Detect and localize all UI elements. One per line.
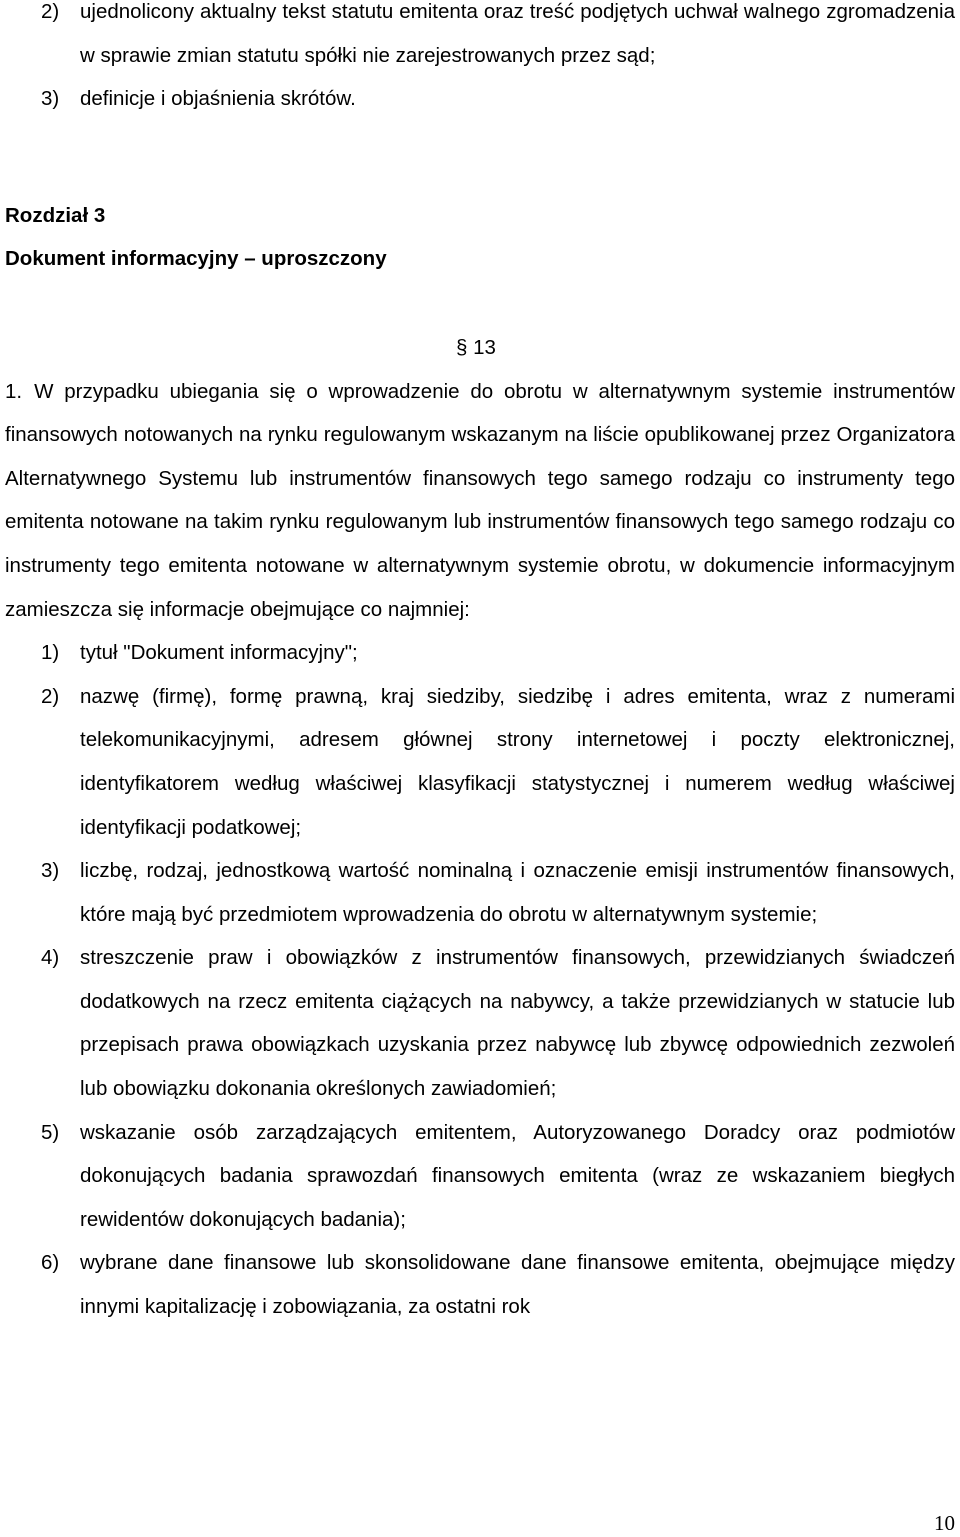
chapter-number: Rozdział 3	[5, 203, 106, 227]
list-item	[5, 631, 955, 675]
list-item-text: streszczenie praw i obowiązków z instrumentów finansowych, przewidzianych świadczeń dodatkowych na rzecz emitenta ciążących na nabywcy, a także przewidzianych w statucie lub przepisach prawa obowiązkach uzyskania przez nabywcę lub zbywcę odpowiednich zezwoleń lub obowiązku dokonania określonych zawiadomień;	[80, 946, 955, 1101]
chapter-title: Dokument informacyjny – uproszczony	[5, 247, 387, 271]
list-item	[5, 77, 955, 121]
list-item-number: 3)	[41, 87, 60, 111]
list-item-text: definicje i objaśnienia skrótów.	[80, 87, 356, 111]
paragraph-text: W przypadku ubiegania się o wprowadzenie do obrotu w alternatywnym systemie instrumentów finansowych notowanych na rynku regulowanym wskazanym na liście opublikowanej przez Organizatora Alternatywnego Systemu lub instrumentów finansowych tego samego rodzaju co instrumenty tego emitenta notowane na takim rynku regulowanym lub instrumentów finansowych tego samego rodzaju co instrumenty tego emitenta notowane w alternatywnym systemie obrotu, w dokumencie informacyjnym zamieszcza się informacje obejmujące co najmniej:	[5, 379, 955, 621]
list-item	[5, 1241, 955, 1328]
list-item-text: ujednolicony aktualny tekst statutu emitenta oraz treść podjętych uchwał walnego zgromadzenia w sprawie zmian statutu spółki nie zarejestrowanych przez sąd;	[80, 0, 955, 67]
list-item	[5, 849, 955, 936]
paragraph-number: 1.	[5, 379, 23, 403]
item-list	[5, 631, 955, 1329]
list-item-number: 1)	[41, 641, 60, 665]
list-item-number: 4)	[41, 946, 60, 970]
document-page	[5, 0, 955, 1329]
list-item-number: 2)	[41, 0, 60, 23]
page-number: 10	[934, 1511, 955, 1535]
list-item-text: wskazanie osób zarządzających emitentem, Autoryzowanego Doradcy oraz podmiotów dokonujących badania sprawozdań finansowych emitenta (wraz ze wskazaniem biegłych rewidentów dokonujących badania);	[80, 1120, 955, 1231]
paragraph	[5, 370, 955, 632]
list-item-text: wybrane dane finansowe lub skonsolidowane dane finansowe emitenta, obejmujące między innymi kapitalizację i zobowiązania, za ostatni rok	[80, 1251, 955, 1319]
list-item-text: tytuł "Dokument informacyjny";	[80, 641, 358, 665]
list-item-text: liczbę, rodzaj, jednostkową wartość nominalną i oznaczenie emisji instrumentów finansowych, które mają być przedmiotem wprowadzenia do obrotu w alternatywnym systemie;	[80, 859, 955, 926]
list-item-number: 3)	[41, 859, 60, 883]
list-item-number: 6)	[41, 1251, 60, 1275]
top-list	[5, 0, 955, 121]
list-item-number: 2)	[41, 684, 60, 708]
list-item	[5, 675, 955, 849]
list-item-text: nazwę (firmę), formę prawną, kraj siedziby, siedzibę i adres emitenta, wraz z numerami telekomunikacyjnymi, adresem głównej strony internetowej i poczty elektronicznej, identyfikatorem według właściwej klasyfikacji statystycznej i numerem według właściwej identyfikacji podatkowej;	[80, 684, 955, 839]
list-item	[5, 0, 955, 77]
list-item-number: 5)	[41, 1120, 60, 1144]
list-item	[5, 1111, 955, 1242]
section-mark: § 13	[456, 335, 496, 359]
list-item	[5, 936, 955, 1110]
